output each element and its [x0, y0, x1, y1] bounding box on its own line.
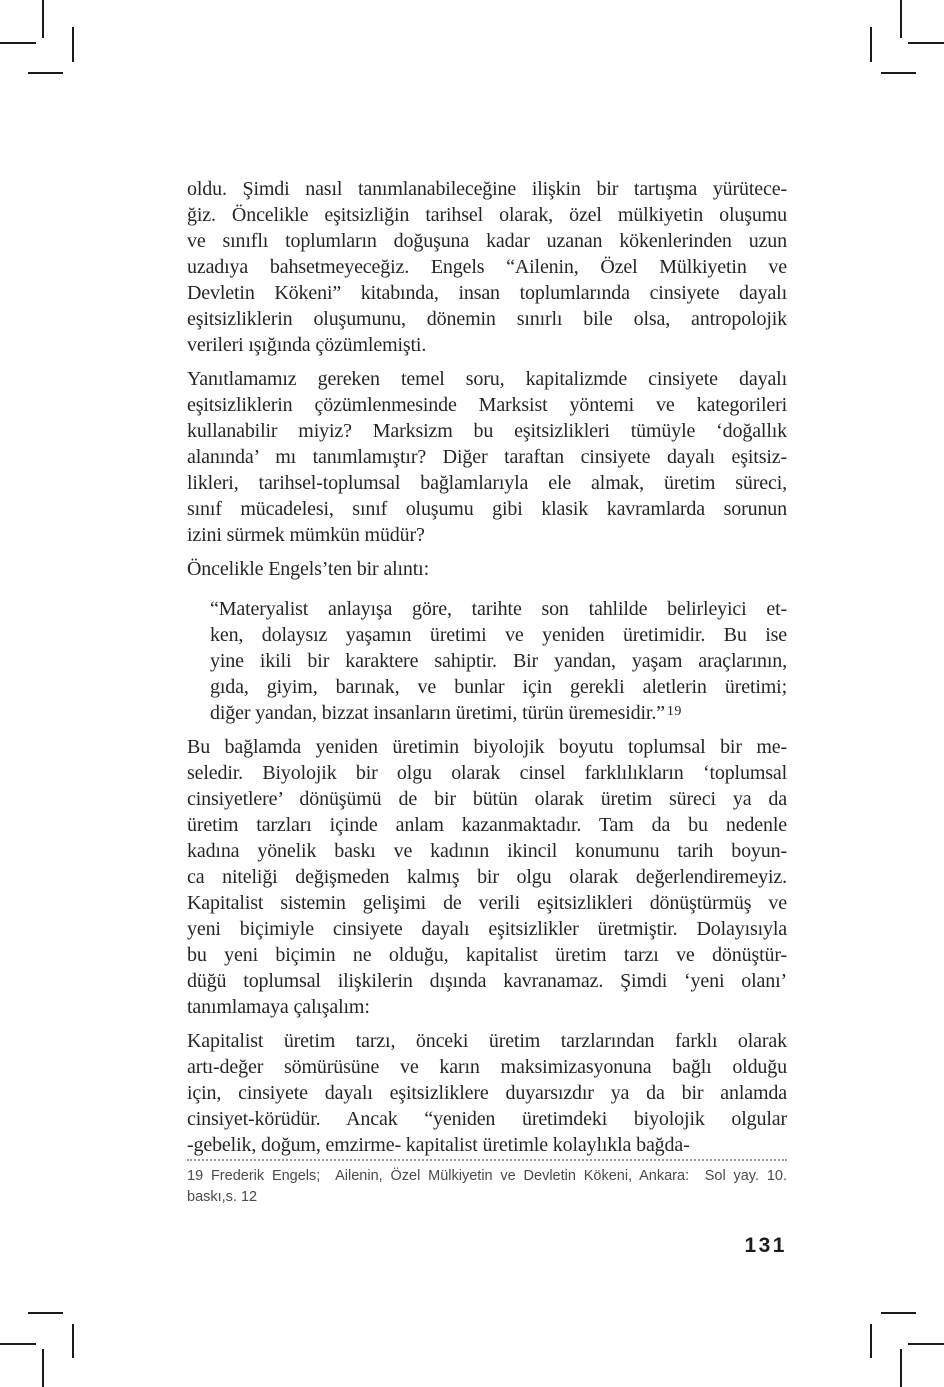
- text-line: gıda, giyim, barınak, ve bunlar için gerekli aletlerin üretimi;: [210, 676, 787, 698]
- crop-mark-bottom-left-outer-vertical: [42, 1349, 44, 1387]
- text-line: eşitsizliklerin çözümlenmesinde Marksist yöntemi ve kategorileri: [187, 394, 787, 416]
- text-line: ca niteliği değişmeden kalmış bir olgu olarak değerlendiremeyiz.: [187, 866, 787, 888]
- text-line: bu yeni biçimin ne olduğu, kapitalist üretim tarzı ve dönüştür-: [187, 944, 787, 966]
- crop-mark-bottom-right-inner-vertical: [870, 1324, 872, 1358]
- footnote-line: baskı,s. 12: [187, 1189, 258, 1205]
- crop-mark-top-right-outer-horizontal: [908, 42, 944, 44]
- text-line: kadına yönelik baskı ve kadının ikincil konumunu tarih boyun-: [187, 840, 787, 862]
- crop-mark-bottom-left-inner-horizontal: [28, 1312, 63, 1314]
- text-line: Öncelikle Engels’ten bir alıntı:: [187, 558, 429, 580]
- footnote: [187, 1166, 787, 1208]
- text-line: oldu. Şimdi nasıl tanımlanabileceğine ilişkin bir tartışma yürütece-: [187, 178, 787, 200]
- footnote-ref: 19: [666, 704, 682, 719]
- text-line: tanımlamaya çalışalım:: [187, 996, 370, 1018]
- text-line: için, cinsiyete dayalı eşitsizliklere duyarsızdır ya da bir anlamda: [187, 1082, 787, 1104]
- text-line: yine ikili bir karaktere sahiptir. Bir yandan, yaşam araçlarının,: [210, 650, 787, 672]
- footnote-divider: [187, 1159, 787, 1161]
- text-line: artı-değer sömürüsüne ve karın maksimizasyonuna bağlı olduğu: [187, 1056, 787, 1078]
- text-line: verileri ışığında çözümlemişti.: [187, 334, 427, 356]
- text-line: ken, dolaysız yaşamın üretimi ve yeniden üretimidir. Bu ise: [210, 624, 787, 646]
- text-line: cinsiyetlere’ dönüşümü de bir bütün olarak üretim süreci ya da: [187, 788, 787, 810]
- paragraph: [187, 734, 787, 1020]
- crop-mark-bottom-left-outer-horizontal: [0, 1343, 36, 1345]
- blockquote: [187, 596, 787, 726]
- text-line: Yanıtlamamız gereken temel soru, kapitalizmde cinsiyete dayalı: [187, 368, 787, 390]
- crop-mark-bottom-right-outer-vertical: [900, 1349, 902, 1387]
- crop-mark-top-left-outer-vertical: [42, 0, 44, 38]
- text-line: seledir. Biyolojik bir olgu olarak cinsel farklılıkların ‘toplumsal: [187, 762, 787, 784]
- crop-mark-top-left-outer-horizontal: [0, 42, 36, 44]
- crop-mark-top-left-inner-vertical: [72, 27, 74, 62]
- text-line: cinsiyet-körüdür. Ancak “yeniden üretimdeki biyolojik olgular: [187, 1108, 787, 1130]
- crop-mark-top-left-inner-horizontal: [28, 72, 63, 74]
- text-line: -gebelik, doğum, emzirme- kapitalist üretimle kolaylıkla bağda-: [187, 1134, 690, 1156]
- text-line: Kapitalist sistemin gelişimi de verili eşitsizlikleri dönüştürmüş ve: [187, 892, 787, 914]
- text-line: Bu bağlamda yeniden üretimin biyolojik boyutu toplumsal bir me-: [187, 736, 787, 758]
- crop-mark-bottom-right-inner-horizontal: [881, 1312, 916, 1314]
- crop-mark-top-right-inner-horizontal: [881, 72, 916, 74]
- text-line: izini sürmek mümkün müdür?: [187, 524, 425, 546]
- crop-mark-bottom-left-inner-vertical: [72, 1324, 74, 1358]
- text-line: alanında’ mı tanımlamıştır? Diğer taraftan cinsiyete dayalı eşitsiz-: [187, 446, 787, 468]
- text-line: sınıf mücadelesi, sınıf oluşumu gibi klasik kavramlarda sorunun: [187, 498, 787, 520]
- crop-mark-top-right-inner-vertical: [870, 27, 872, 62]
- text-line: ğiz. Öncelikle eşitsizliğin tarihsel olarak, özel mülkiyetin oluşumu: [187, 204, 787, 226]
- text-line: üretim tarzları içinde anlam kazanmaktadır. Tam da bu nedenle: [187, 814, 787, 836]
- text-line: ve sınıflı toplumların doğuşuna kadar uzanan kökenlerinden uzun: [187, 230, 787, 252]
- text-line: likleri, tarihsel-toplumsal bağlamlarıyla ele almak, üretim süreci,: [187, 472, 787, 494]
- text-line: “Materyalist anlayışa göre, tarihte son tahlilde belirleyici et-: [210, 598, 787, 620]
- footnote-line: 19 Frederik Engels; Ailenin, Özel Mülkiyetin ve Devletin Kökeni, Ankara: Sol yay. 10.: [187, 1168, 787, 1184]
- text-line: diğer yandan, bizzat insanların üretimi, türün üremesidir.” $^{19}$: [210, 702, 682, 724]
- page-number: 131: [744, 1234, 787, 1257]
- paragraph: [187, 176, 787, 358]
- text-line: düğü toplumsal ilişkilerin dışında kavranamaz. Şimdi ‘yeni olanı’: [187, 970, 787, 992]
- crop-mark-top-right-outer-vertical: [900, 0, 902, 38]
- text-line: Devletin Kökeni” kitabında, insan toplumlarında cinsiyete dayalı: [187, 282, 787, 304]
- paragraph: [187, 556, 787, 582]
- text-block: [187, 176, 787, 1166]
- text-line: yeni biçimiyle cinsiyete dayalı eşitsizlikler üretmiştir. Dolayısıyla: [187, 918, 787, 940]
- paragraph: [187, 366, 787, 548]
- crop-mark-bottom-right-outer-horizontal: [908, 1343, 944, 1345]
- text-line: Kapitalist üretim tarzı, önceki üretim tarzlarından farklı olarak: [187, 1030, 787, 1052]
- paragraph: [187, 1028, 787, 1158]
- text-line: uzadıya bahsetmeyeceğiz. Engels “Ailenin, Özel Mülkiyetin ve: [187, 256, 787, 278]
- text-line: kullanabilir miyiz? Marksizm bu eşitsizlikleri tümüyle ‘doğallık: [187, 420, 787, 442]
- text-line: eşitsizliklerin oluşumunu, dönemin sınırlı bile olsa, antropolojik: [187, 308, 787, 330]
